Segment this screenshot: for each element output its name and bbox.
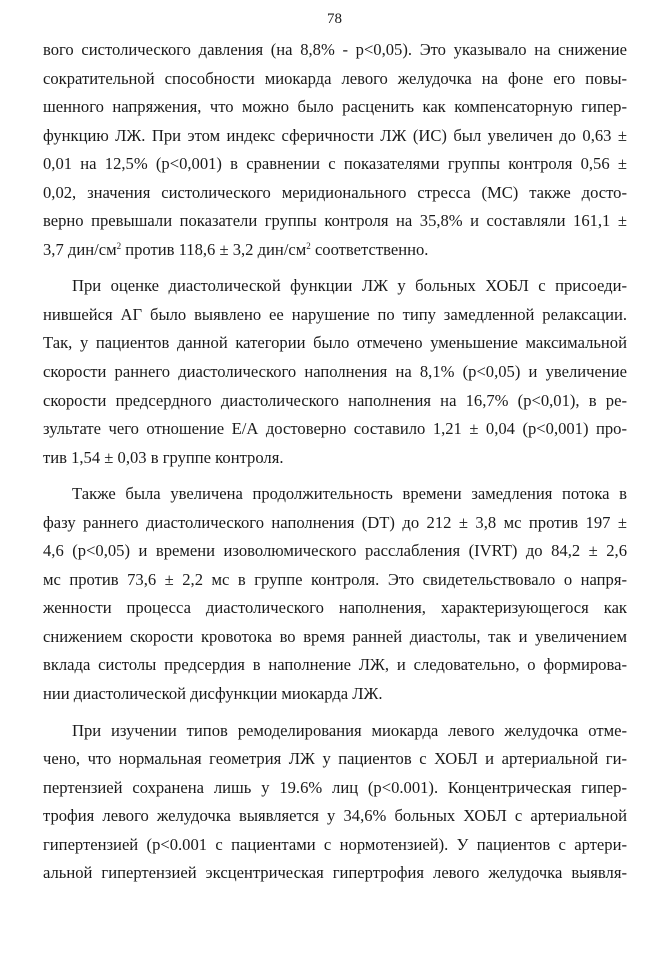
text-line xyxy=(43,236,627,265)
text-line: женности процесса диастолического наполнения, характеризующегося как xyxy=(43,598,627,618)
paragraph xyxy=(43,480,627,708)
text-line: При оценке диастолической функции ЛЖ у больных ХОБЛ с присоеди- xyxy=(72,276,627,296)
text-line: вого систолического давления (на 8,8% - р<0,05). Это указывало на снижение xyxy=(43,40,627,59)
paragraph xyxy=(43,272,627,472)
paragraph xyxy=(43,717,627,888)
text-line: тив 1,54 ± 0,03 в группе контроля. xyxy=(43,447,284,467)
text-line: фазу раннего диастолического наполнения (DT) до 212 ± 3,8 мс против 197 ± xyxy=(43,512,627,532)
text-line: чено, что нормальная геометрия ЛЖ у пациентов с ХОБЛ и артериальной ги- xyxy=(43,749,627,769)
text-line: Также была увеличена продолжительность времени замедления потока в xyxy=(72,484,627,504)
line-segment: против 118,6 ± 3,2 дин/см xyxy=(121,239,307,259)
text-line: скорости предсердного диастолического наполнения на 16,7% (р<0,01), в ре- xyxy=(43,390,627,410)
text-line: нившейся АГ было выявлено ее нарушение по типу замедленной релаксации. xyxy=(43,304,627,324)
text-line: снижением скорости кровотока во время ранней диастолы, так и увеличением xyxy=(43,626,627,646)
text-line: шенного напряжения, что можно было расценить как компенсаторную гипер- xyxy=(43,97,627,117)
text-line: пертензией сохранена лишь у 19.6% лиц (р<0.001). Концентрическая гипер- xyxy=(43,777,627,797)
text-line: зультате чего отношение Е/А достоверно составило 1,21 ± 0,04 (р<0,001) про- xyxy=(43,419,627,439)
page-number: 78 xyxy=(327,11,342,27)
text-line: мс против 73,6 ± 2,2 мс в группе контроля. Это свидетельствовало о напря- xyxy=(43,569,627,589)
text-line: верно превышали показатели группы контроля на 35,8% и составляли 161,1 ± xyxy=(43,211,627,231)
text-line: гипертензией (р<0.001 с пациентами с нормотензией). У пациентов с артери- xyxy=(43,834,627,854)
paragraph xyxy=(43,36,627,264)
superscript: 2 xyxy=(116,240,122,251)
text-line: Так, у пациентов данной категории было отмечено уменьшение максимальной xyxy=(43,333,627,353)
text-line: вклада систолы предсердия в наполнение ЛЖ, и следовательно, о формирова- xyxy=(43,655,627,675)
text-line: 4,6 (р<0,05) и времени изоволюмического расслабления (IVRT) до 84,2 ± 2,6 xyxy=(43,541,627,561)
text-line: сократительной способности миокарда левого желудочка на фоне его повы- xyxy=(43,68,627,88)
text-line: альной гипертензией эксцентрическая гипертрофия левого желудочка выявля- xyxy=(43,863,627,883)
line-segment: соответственно. xyxy=(310,239,429,259)
text-line: скорости раннего диастолического наполнения на 8,1% (р<0,05) и увеличение xyxy=(43,362,627,382)
text-line: нии диастолической дисфункции миокарда ЛЖ. xyxy=(43,684,383,704)
text-line: 0,01 на 12,5% (р<0,001) в сравнении с показателями группы контроля 0,56 ± xyxy=(43,154,627,174)
line-segment: 3,7 дин/см xyxy=(43,239,117,259)
superscript: 2 xyxy=(306,240,311,251)
body-text xyxy=(43,36,627,888)
text-line: При изучении типов ремоделирования миокарда левого желудочка отме- xyxy=(72,720,627,740)
text-line: 0,02, значения систолического меридионального стресса (МС) также досто- xyxy=(43,182,627,202)
text-line: трофия левого желудочка выявляется у 34,6% больных ХОБЛ с артериальной xyxy=(43,806,627,826)
text-line: функцию ЛЖ. При этом индекс сферичности ЛЖ (ИС) был увеличен до 0,63 ± xyxy=(43,125,627,145)
